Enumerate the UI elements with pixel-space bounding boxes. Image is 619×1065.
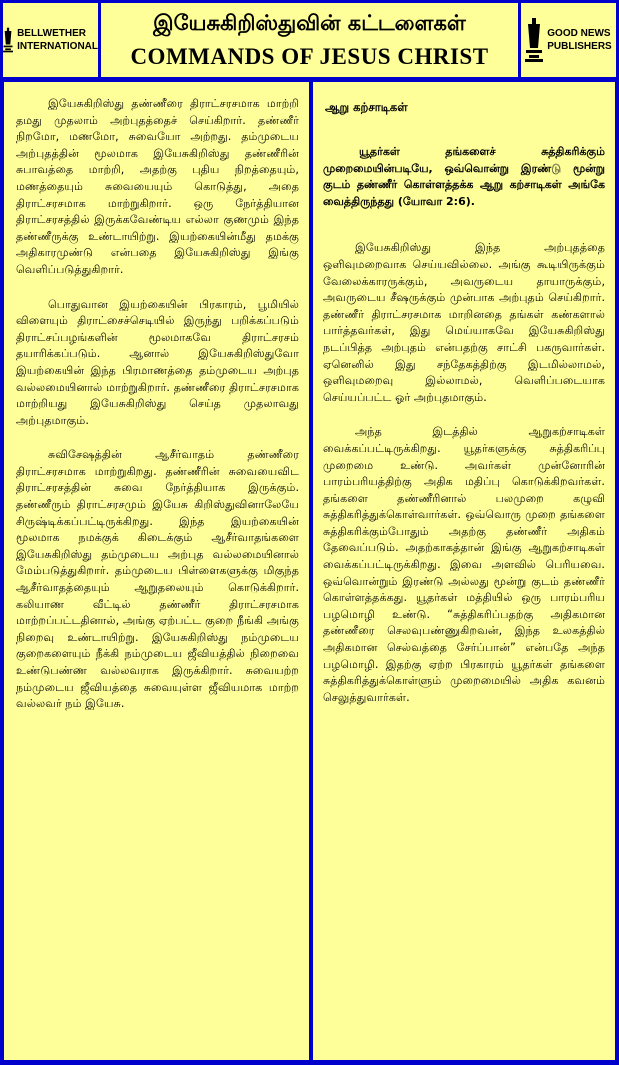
logo-line-2: INTERNATIONAL <box>17 41 98 52</box>
paragraph: இயேசுகிறிஸ்து தண்ணீரை திராட்சரசமாக மாற்றி தமது முதலாம் அற்புதத்தைச் செய்கிறார். தண்ணீர் நிறமோ, மணமோ, சுவையோ அற்றது. தம்முடைய அற்புதத்தின் மூலமாக இயேசுகிறிஸ்து தண்ணீரின் சுபாவத்தை மாற்றி, அதற்கு புதிய நிறத்தையும், மணத்தையும் சுவையையும் கொடுத்து, அதை திராட்சரசமாக மாற்றுகிறார். ஒரு நேர்த்தியான திராட்சரசத்தில் இருக்கவேண்டிய எல்லா குணமும் இந்த தண்ணீருக்கு உண்டாயிற்று. இயற்கையின்மீது தமக்கு அதிகாரமுண்டு என்பதை இயேசுகிறிஸ்து இங்கு வெளிப்படுத்துகிறார். <box>16 97 299 276</box>
logo-line-2: PUBLISHERS <box>547 41 612 52</box>
page-title-tamil: இயேசுகிறிஸ்துவின் கட்டளைகள் <box>153 10 466 35</box>
right-column <box>313 82 615 1060</box>
page-title-english: COMMANDS OF JESUS CHRIST <box>130 43 489 69</box>
logo-line-1: GOOD NEWS <box>547 28 611 39</box>
left-column <box>4 82 309 1060</box>
paragraph: பொதுவான இயற்கையின் பிரகாரம், பூமியில் விளையும் திராட்சைச்செடியில் இருந்து பறிக்கப்படும் திராட்சப்பழங்களின் மூலமாகவே திராட்சரசம் தயாரிக்கப்படும். ஆனால் இயேசுகிறிஸ்துவோ இயற்கையின் இந்த பிரமாணத்தை தம்முடைய அற்புத வல்லமையினால் மாற்றுகிறார். தண்ணீரை திராட்சரசமாக மாற்றியது இயேசுகிறிஸ்து செய்த முதலாவது அற்புதமாகும். <box>16 297 299 427</box>
page-header <box>3 3 616 77</box>
paragraph: அந்த இடத்தில் ஆறுகற்சாடிகள் வைக்கப்பட்டிருக்கிறது. யூதர்களுக்கு சுத்திகரிப்பு முறைமை உண்டு. அவர்கள் முன்னோரின் பாரம்பரியத்திற்கு அதிக மதிப்பு கொடுக்கிறவர்கள். தங்களை தண்ணீரினால் பலமுறை கழுவி சுத்திகரித்துக்கொள்வார்கள். ஒவ்வொரு முறை தங்களை சுத்திகரிக்கும்போதும் அதற்கு தண்ணீர் அதிகம் தேவைப்படும். அதற்காகத்தான் இங்கு ஆறுகற்சாடிகள் வைக்கப்பட்டிருக்கிறது. இவை அளவில் பெரியவை. ஒவ்வொன்றும் இரண்டு அல்லது மூன்று குடம் தண்ணீர் கொள்ளத்தக்கது. யூதர்கள் மத்தியில் ஒரு பாரம்பரிய பழமொழி உண்டு. “சுத்திகரிப்பதற்கு அதிகமான தண்ணீரை செலவுபண்ணுகிறவன், இந்த உலகத்தில் அதிகமான செல்வத்தை சேர்ப்பான்” என்பதே அந்த பழமொழி. இதற்கு ஏற்ற பிரகாரம் யூதர்கள் தங்களை சுத்திகரித்துக்கொள்ளும் முறைமையில் அதிக கவனம் செலுத்துவார்கள். <box>323 425 605 704</box>
paragraph: இயேசுகிறிஸ்து இந்த அற்புதத்தை ஒளிவுமறைவாக செய்யவில்லை. அங்கு கூடியிருக்கும் வேலைக்காரருக்கும், அவருடைய தாயாருக்கும், அவருடைய சீஷருக்கும் முன்பாக அற்புதம் செய்கிறார். தண்ணீர் திராட்சரசமாக மாறினதை தங்கள் கண்களால் பார்த்தவர்கள், இது மெய்யாகவே இயேசுகிறிஸ்து நடப்பித்த அற்புதம் என்பதற்கு சாட்சி பகருவார்கள். ஏனெனில் இது சந்தேகத்திற்கு இடமில்லாமல், ஒளிவுமறைவு இல்லாமல், வெளிப்படையாக செய்யப்பட்ட ஓர் அற்புதமாகும். <box>323 241 605 404</box>
section-title: ஆறு கற்சாடிகள் <box>325 100 408 114</box>
good-news-logo <box>521 3 616 77</box>
paragraph: சுவிசேஷத்தின் ஆசீர்வாதம் தண்ணீரை திராட்சரசமாக மாற்றுகிறது. தண்ணீரின் சுவையைவிட திராட்சரசத்தின் சுவை நேர்த்தியாக இருக்கும். தண்ணீரும் திராட்சரசமும் இயேசு கிறிஸ்துவினாலேயே சிருஷ்டிக்கப்பட்டிருக்கிறது. இந்த இயற்கையின் மூலமாக நமக்குக் கிடைக்கும் ஆசீர்வாதங்களை இயேசுகிறிஸ்து தம்முடைய அற்புத வல்லமையினால் மேம்படுத்துகிறார். தம்முடைய பிள்ளைகளுக்கு மிகுந்த ஆசீர்வாதத்தையும் ஆறுதலையும் கொடுக்கிறார். கலியாண வீட்டில் தண்ணீர் திராட்சரசமாக மாற்றப்பட்டதினால், அங்கு ஏற்பட்ட குறை நீங்கி அங்கு நிறைவு உண்டாயிற்று. இயேசுகிறிஸ்து நம்முடைய குறைகளையும் நீக்கி நம்முடைய ஜீவியத்தில் நிறைவை உண்டுபண்ண வல்லவராக இருக்கிறார். சுவையற்ற நம்முடைய ஜீவியத்தை சுவையுள்ள ஜீவியமாக மாற்ற வல்லவர் நம் இயேசு. <box>16 448 299 711</box>
lamp-icon <box>3 18 13 62</box>
bible-verse: யூதர்கள் தங்களைச் சுத்திகரிக்கும் முறைமையின்படியே, ஒவ்வொன்று இரண்டு மூன்று குடம் தண்ணீர் கொள்ளத்தக்க ஆறு கற்சாடிகள் அங்கே வைத்திருந்தது (யோவா 2:6). <box>323 145 605 208</box>
lamp-icon <box>525 18 543 62</box>
bellwether-logo <box>3 3 98 77</box>
title-panel <box>101 3 518 77</box>
logo-line-1: BELLWETHER <box>17 28 86 39</box>
bellwether-logo-text <box>17 27 98 53</box>
good-news-logo-text <box>547 27 611 53</box>
